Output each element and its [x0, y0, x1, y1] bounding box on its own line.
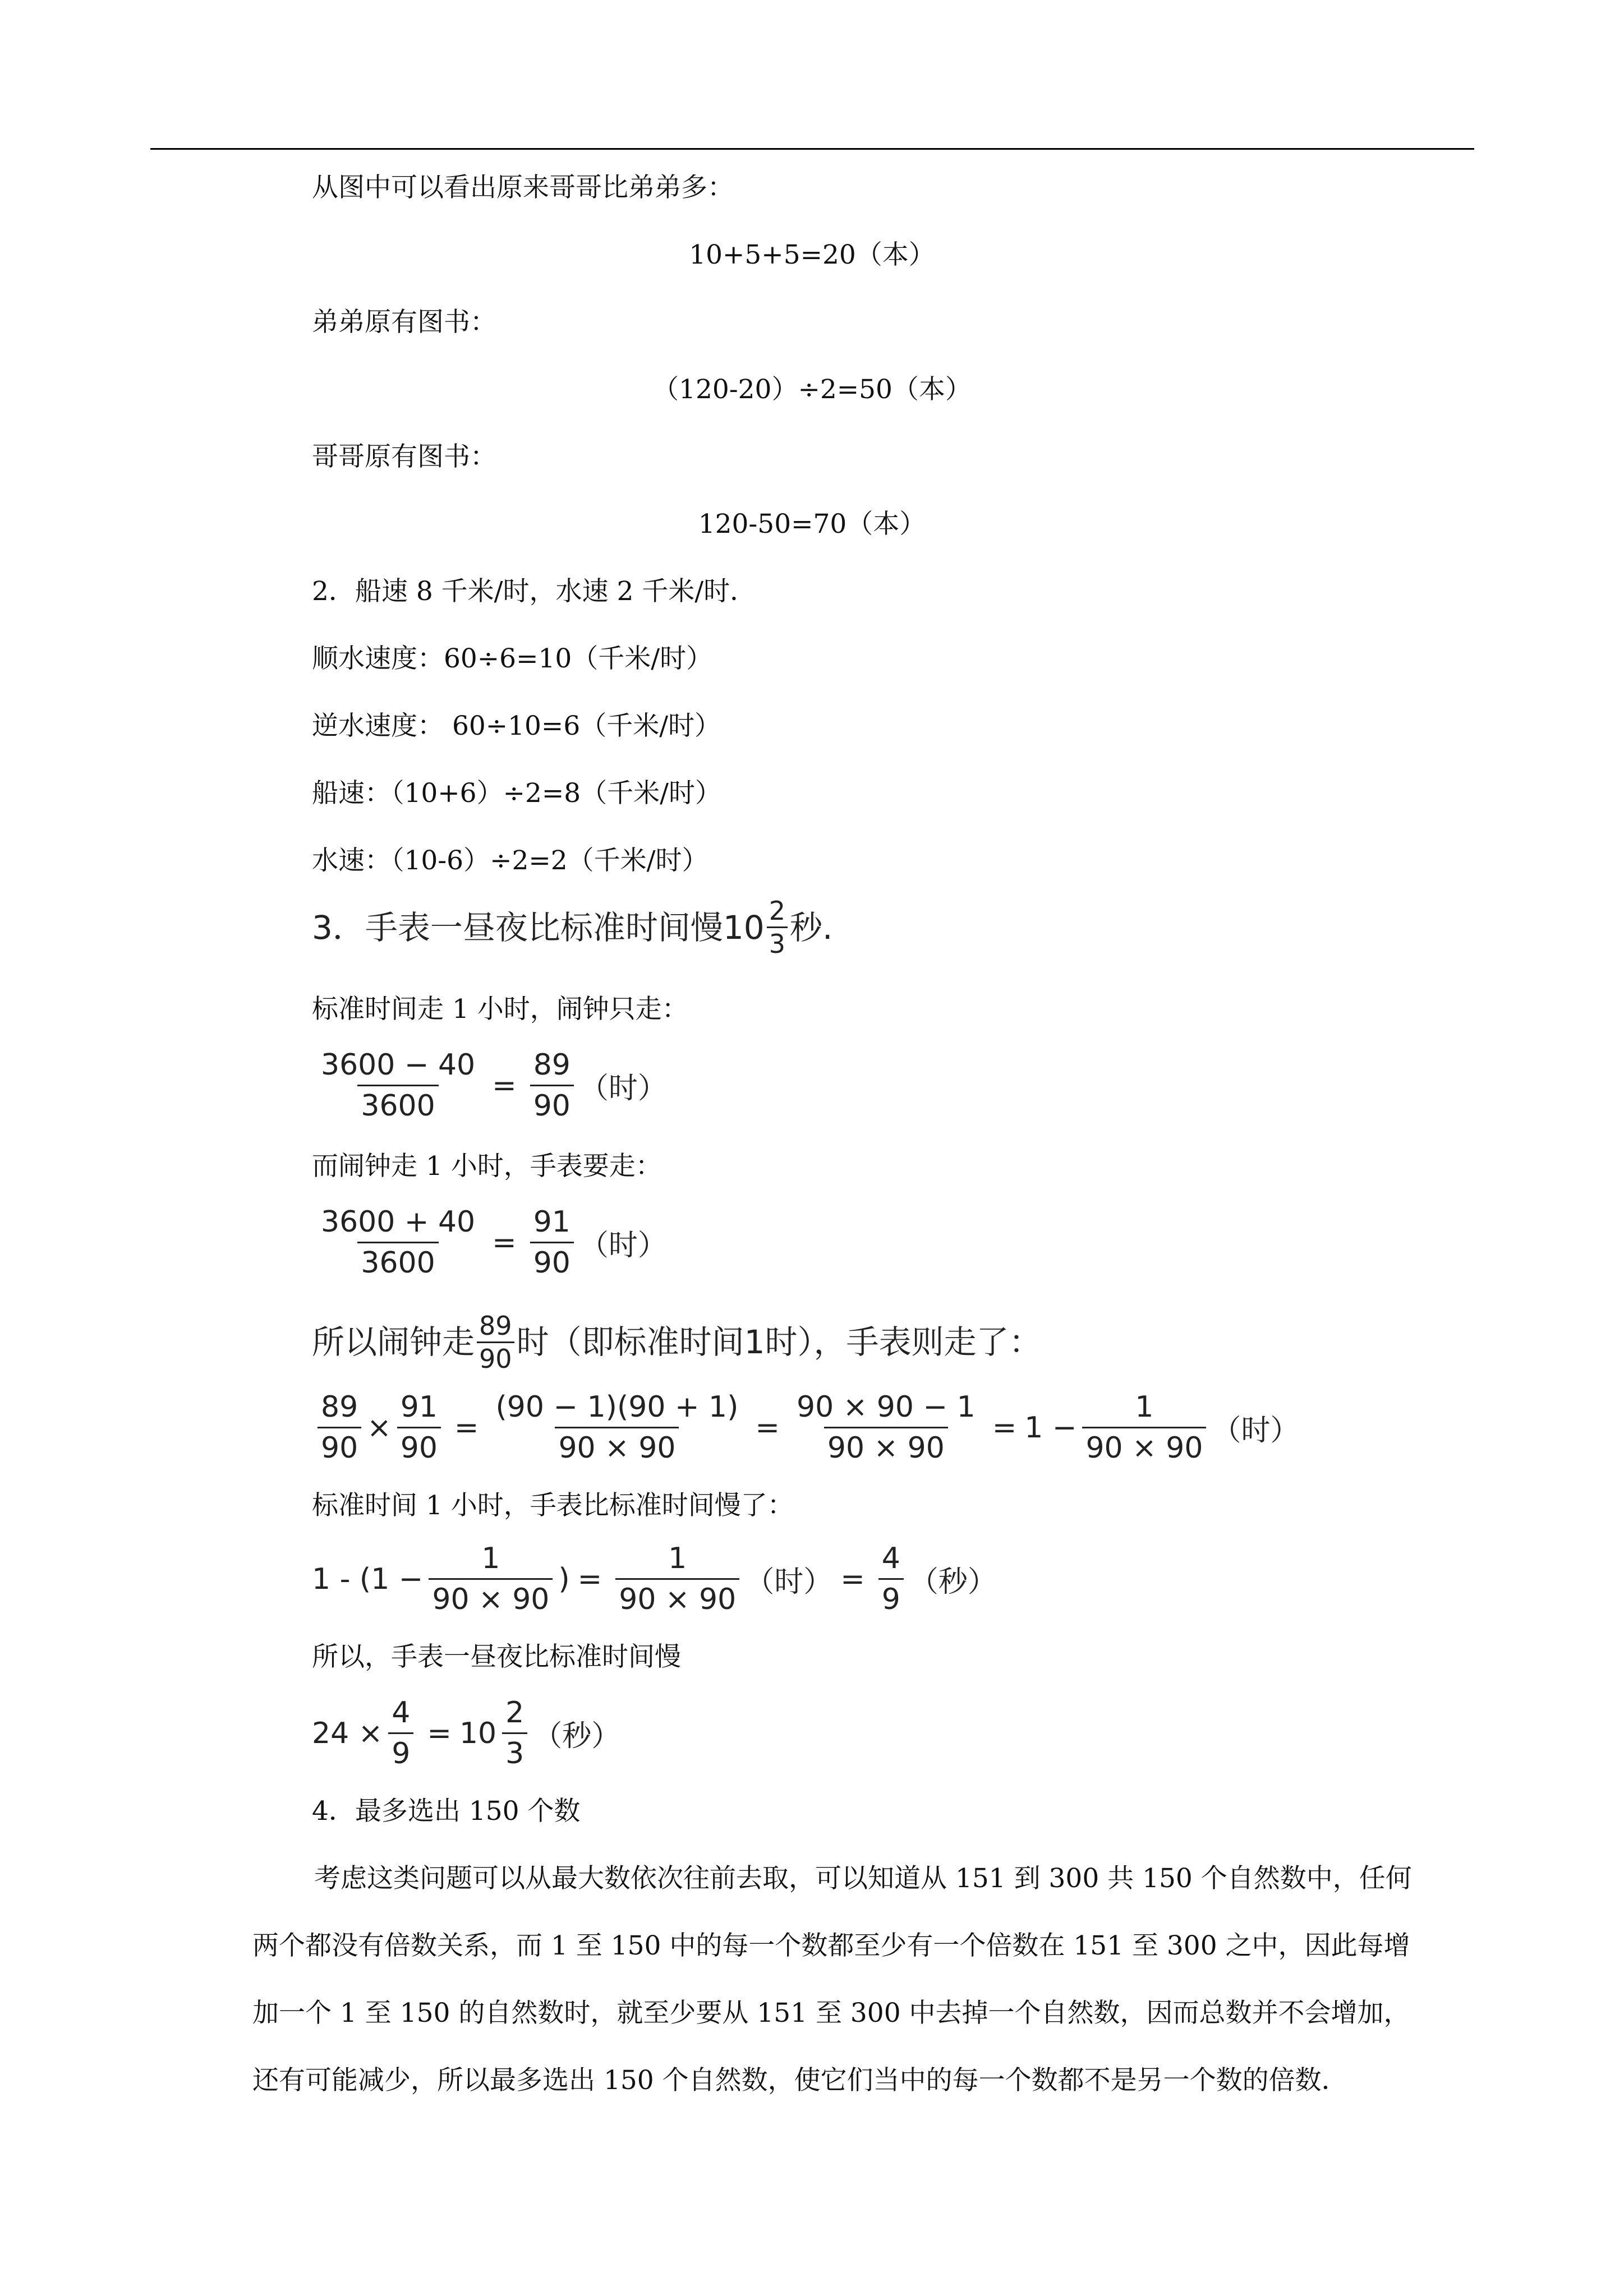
text-line: 水速：（10-6）÷2=2（千米/时） [312, 845, 709, 876]
fraction-denominator: 90 × 90 [824, 1427, 948, 1464]
unit-label: （时） [745, 1565, 833, 1599]
fraction-denominator: 3 [767, 926, 788, 958]
fraction [388, 1696, 413, 1770]
fraction-denominator: 3600 [357, 1242, 438, 1279]
unit-label: （时） [579, 1072, 667, 1105]
fraction-denominator: 9 [388, 1732, 413, 1770]
close-paren: ) [558, 1562, 570, 1596]
mixed-fraction [767, 896, 788, 958]
fraction-denominator: 3 [502, 1732, 527, 1770]
line-suffix: 时（即标准时间1时），手表则走了： [516, 1323, 1042, 1361]
expression-prefix: 1 - (1 − [312, 1562, 424, 1596]
header-rule [150, 148, 1474, 150]
equation-line: 10+5+5=20（本） [689, 239, 935, 270]
fraction-denominator: 90 [530, 1085, 574, 1122]
fraction-denominator: 90 × 90 [615, 1578, 739, 1616]
fraction [502, 1696, 527, 1770]
answer-heading: 4．最多选出 150 个数 [312, 1796, 581, 1827]
fraction-denominator: 90 × 90 [429, 1578, 553, 1616]
fraction [615, 1542, 739, 1616]
fraction-denominator: 90 [318, 1427, 361, 1464]
equals-sign: = [492, 1068, 517, 1103]
text-line: 弟弟原有图书： [312, 307, 496, 338]
fraction-numerator: 89 [321, 1390, 358, 1424]
fraction [397, 1391, 441, 1464]
text-line: 而闹钟走 1 小时，手表要走： [312, 1151, 662, 1182]
fraction-numerator: 91 [400, 1390, 438, 1424]
fraction [493, 1391, 742, 1464]
paragraph-line: 考虑这类问题可以从最大数依次往前去取，可以知道从 151 到 300 共 150 个自然数中，任何 [314, 1863, 1412, 1894]
fraction-numerator: 1 [481, 1542, 500, 1575]
fraction [429, 1542, 553, 1616]
fraction-numerator: 1 [1135, 1390, 1154, 1424]
equation-line: 120-50=70（本） [698, 509, 926, 540]
explanation-paragraph [252, 1845, 1475, 2114]
fraction-numerator: 89 [533, 1048, 571, 1082]
unit-label: （秒） [909, 1565, 997, 1599]
equals-sign: = [992, 1410, 1017, 1445]
equals-sign: = [577, 1562, 602, 1596]
equals-sign: = [454, 1410, 479, 1445]
answer-heading [312, 896, 832, 958]
fraction-denominator: 90 × 90 [555, 1427, 679, 1464]
line-prefix: 所以闹钟走 [312, 1323, 475, 1361]
fraction-denominator: 9 [878, 1578, 904, 1616]
text-line: 所以，手表一昼夜比标准时间慢 [312, 1642, 681, 1672]
times-sign: × [367, 1410, 392, 1445]
fraction [477, 1311, 514, 1373]
fraction-numerator: 4 [392, 1696, 411, 1730]
fraction-numerator: 1 [668, 1542, 687, 1575]
text-line: 船速：（10+6）÷2=8（千米/时） [312, 778, 721, 809]
equals-sign: = [427, 1716, 452, 1750]
unit-label: （秒） [533, 1719, 621, 1753]
unit-label: （时） [1212, 1414, 1300, 1447]
whole-number: 10 [459, 1716, 497, 1750]
fraction [530, 1049, 574, 1122]
heading-suffix: 秒. [790, 908, 833, 947]
fraction-numerator: 89 [479, 1310, 512, 1341]
fraction-denominator: 90 × 90 [1082, 1427, 1206, 1464]
equals-sign: = [840, 1562, 865, 1596]
paragraph-line: 加一个 1 至 150 的自然数时，就至少要从 151 至 300 中去掉一个自然数，因而总数并不会增加， [252, 1998, 1410, 2028]
equation-5 [312, 1696, 620, 1770]
fraction-numerator: 4 [881, 1542, 900, 1575]
fraction-denominator: 90 [397, 1427, 441, 1464]
paragraph-line: 两个都没有倍数关系，而 1 至 150 中的每一个数都至少有一个倍数在 151 至 300 之中，因此每增 [252, 1930, 1410, 1961]
fraction-denominator: 90 [477, 1341, 514, 1373]
fraction-numerator: 3600 + 40 [321, 1205, 476, 1239]
text-line: 标准时间 1 小时，手表比标准时间慢了： [312, 1490, 794, 1521]
equals-sign: = [492, 1225, 517, 1260]
text-line: 顺水速度：60÷6=10（千米/时） [312, 643, 713, 674]
answer-heading: 2．船速 8 千米/时，水速 2 千米/时． [312, 576, 757, 607]
fraction-numerator: 90 × 90 − 1 [797, 1390, 976, 1424]
fraction [318, 1391, 361, 1464]
fraction [318, 1049, 479, 1122]
unit-label: （时） [579, 1229, 667, 1262]
fraction [530, 1206, 574, 1279]
text-line: 逆水速度： 60÷10=6（千米/时） [312, 711, 721, 741]
equation-1 [312, 1049, 667, 1122]
equation-line: （120-20）÷2=50（本） [652, 374, 972, 405]
fraction-denominator: 90 [530, 1242, 574, 1279]
equation-2 [312, 1206, 667, 1279]
text-line: 标准时间走 1 小时，闹钟只走： [312, 994, 688, 1025]
text-line-with-fraction [312, 1300, 1041, 1384]
fraction-numerator: 2 [505, 1696, 525, 1730]
equation-3 [312, 1391, 1299, 1464]
heading-prefix: 3．手表一昼夜比标准时间慢10 [312, 908, 765, 947]
fraction-numerator: 2 [769, 896, 785, 926]
fraction-denominator: 3600 [357, 1085, 438, 1122]
text-line: 从图中可以看出原来哥哥比弟弟多： [312, 172, 734, 203]
paragraph-line: 还有可能减少，所以最多选出 150 个自然数，使它们当中的每一个数都不是另一个数的倍数． [252, 2065, 1348, 2096]
one-minus: 1 − [1024, 1410, 1077, 1445]
fraction [1082, 1391, 1206, 1464]
fraction-numerator: 91 [533, 1205, 571, 1239]
text-line: 哥哥原有图书： [312, 441, 496, 472]
equation-4 [312, 1542, 997, 1616]
fraction-numerator: 3600 − 40 [321, 1048, 476, 1082]
fraction [318, 1206, 479, 1279]
fraction [793, 1391, 979, 1464]
expression-prefix: 24 × [312, 1716, 383, 1750]
fraction-numerator: (90 − 1)(90 + 1) [495, 1390, 739, 1424]
equals-sign: = [755, 1410, 780, 1445]
fraction [878, 1542, 904, 1616]
